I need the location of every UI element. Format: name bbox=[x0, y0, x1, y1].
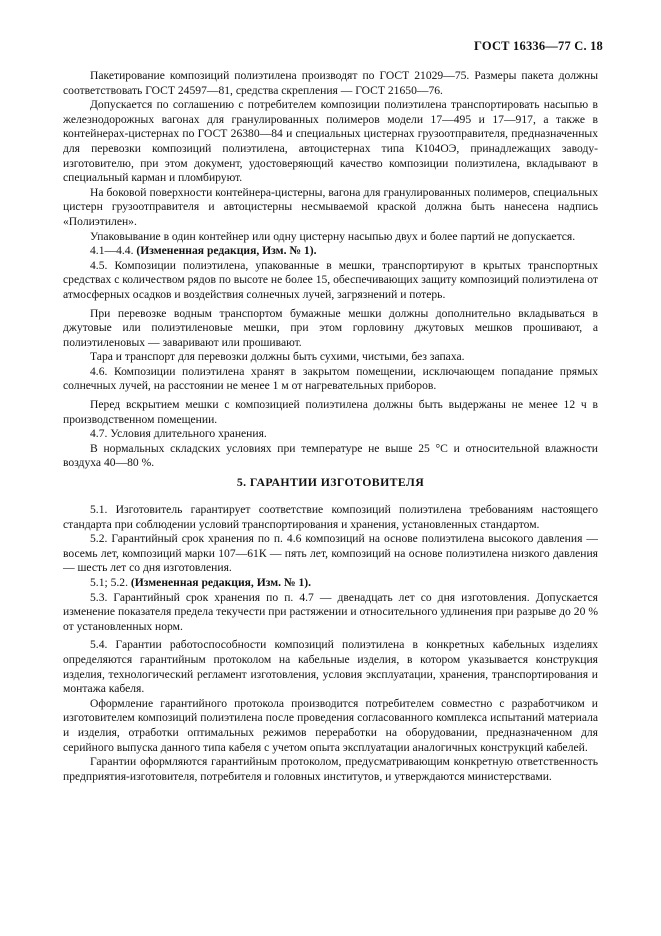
section-5-text bbox=[63, 503, 598, 784]
paragraph-storage-conditions: В нормальных складских условиях при температуре не выше 25 °С и относительной влажности воздуха 40—80 %. bbox=[63, 441, 598, 470]
section-4-text bbox=[63, 69, 598, 471]
paragraph-5-4: 5.4. Гарантии работоспособности композиций полиэтилена в конкретных кабельных изделиях определяются гарантийным протоколом на кабельные изделия, в котором указывается конструкция изделия, технологический регламент изготовления, условия эксплуатации, хранения, транспортирования и монтажа кабеля. bbox=[63, 638, 598, 696]
paragraph-bulk-transport: Допускается по соглашению с потребителем композиции полиэтилена транспортировать насыпью в железнодорожных вагонах для гранулированных полимеров модели 17—495 и 17—917, а также в контейнерах-цистернах по ГОСТ 26380—84 и специальных цистернах грузоотправителя, предназначенных для перевозки композиций полиэтилена, автоцистернах типа К104ОЭ, принадлежащих заводу-изготовителю, при этом документ, удостоверяющий качество композиции полиэтилена, вкладывают в специальный карман и пломбируют. bbox=[63, 98, 598, 185]
paragraph-4-5: 4.5. Композиции полиэтилена, упакованные в мешки, транспортируют в крытых транспортных средствах с количеством рядов по высоте не более 15, обеспечивающих защиту композиций полиэтилена от атмосферных осадков и воздействия солнечных лучей, загрязнений и потерь. bbox=[63, 258, 598, 301]
paragraph-opening-bags: Перед вскрытием мешки с композицией полиэтилена должны быть выдержаны не менее 12 ч в производственном помещении. bbox=[63, 398, 598, 426]
paragraph-5-3: 5.3. Гарантийный срок хранения по п. 4.7 — двенадцать лет со дня изготовления. Допускается изменение показателя предела текучести при растяжении и относительного удлинения при разрыве до 20 % от установленных норм. bbox=[63, 590, 598, 633]
paragraph-water-transport: При перевозке водным транспортом бумажные мешки должны дополнительно вкладываться в джутовые или полиэтиленовые мешки, при этом горловину джутовых мешков прошивают, а полиэтиленовых — заваривают или прошивают. bbox=[63, 306, 598, 349]
paragraph-packaging: Пакетирование композиций полиэтилена производят по ГОСТ 21029—75. Размеры пакета должны соответствовать ГОСТ 24597—81, средства скрепления — ГОСТ 21650—76. bbox=[63, 69, 598, 97]
amendment-note-4 bbox=[63, 244, 598, 259]
paragraph-guarantees: Гарантии оформляются гарантийным протоколом, предусматривающим конкретную ответственность предприятия-изготовителя, потребителя и головных институтов, и утверждаются министерствами. bbox=[63, 755, 598, 783]
running-header: ГОСТ 16336—77 С. 18 bbox=[474, 39, 603, 53]
amendment-note-5 bbox=[63, 576, 598, 591]
paragraph-inscription: На боковой поверхности контейнера-цистерны, вагона для гранулированных полимеров, специальных цистерн грузоотправителя и автоцистерны несмываемой краской должна быть нанесена надпись «Полиэтилен». bbox=[63, 185, 598, 228]
paragraph-container-clean: Тара и транспорт для перевозки должны быть сухими, чистыми, без запаха. bbox=[90, 350, 465, 364]
section-5-title: 5. ГАРАНТИИ ИЗГОТОВИТЕЛЯ bbox=[236, 475, 425, 489]
paragraph-4-6: 4.6. Композиции полиэтилена хранят в закрытом помещении, исключающем попадание прямых солнечных лучей, на расстоянии не менее 1 м от нагревательных приборов. bbox=[63, 364, 598, 393]
paragraph-4-7: 4.7. Условия длительного хранения. bbox=[90, 427, 267, 441]
amendment-note-4-text: 4.1—4.4. (Измененная редакция, Изм. № 1). bbox=[90, 244, 317, 258]
paragraph-5-2: 5.2. Гарантийный срок хранения по п. 4.6 композиций на основе полиэтилена высокого давления — восемь лет, композиций марки 107—61К — пять лет, композиций на основе полиэтилена низкого давления — шесть лет со дня изготовления. bbox=[63, 532, 598, 575]
paragraph-batches: Упаковывание в один контейнер или одну цистерну насыпью двух и более партий не допускается. bbox=[90, 229, 576, 243]
paragraph-protocol: Оформление гарантийного протокола производится потребителем совместно с разработчиком и изготовителем композиций полиэтилена после проведения согласованного комплекса испытаний материала и изделия, отработки оптимальных режимов переработки на оборудовании, предназначенном для серийного выпуска данного типа кабеля с учетом опыта эксплуатации аналогичных конструкций кабелей. bbox=[63, 696, 598, 754]
paragraph-5-1: 5.1. Изготовитель гарантирует соответствие композиций полиэтилена требованиям настоящего стандарта при соблюдении условий транспортирования и хранения, установленных стандартом. bbox=[63, 503, 598, 531]
amendment-note-5-text: 5.1; 5.2. (Измененная редакция, Изм. № 1). bbox=[90, 575, 311, 589]
